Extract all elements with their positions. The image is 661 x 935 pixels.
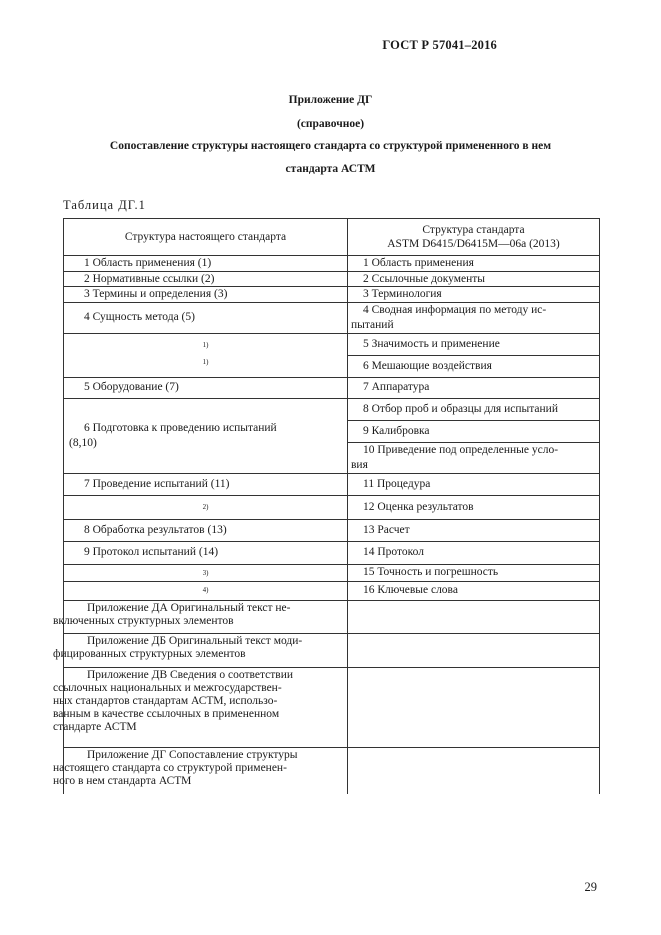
cell-right-line1: 4 Сводная информация по методу ис- (363, 304, 547, 316)
cell-left: 1 Область применения (1) (64, 256, 348, 272)
cell-right: 11 Процедура (348, 473, 600, 495)
cell-left: 7 Проведение испытаний (11) (64, 473, 348, 495)
table-row (64, 633, 600, 667)
cell-right: 14 Протокол (348, 541, 600, 564)
table-row (64, 377, 600, 398)
footnote-ref: 2) (64, 495, 348, 519)
table-row (64, 495, 600, 519)
cell-right-line1: 10 Приведение под определенные усло- (363, 444, 559, 456)
cell-right: 12 Оценка результатов (348, 495, 600, 519)
table-row (64, 398, 600, 420)
table-header-row (64, 219, 600, 256)
cell-left-line3: ного в нем стандарта АСТМ (53, 774, 192, 787)
col2-header-line2: ASTM D6415/D6415M—06a (2013) (387, 238, 560, 250)
table-row (64, 256, 600, 272)
cell-left-line5: стандарте АСТМ (53, 720, 137, 733)
cell-left: 4 Сущность метода (5) (64, 302, 348, 333)
cell-right: 5 Значимость и применение (348, 333, 600, 355)
appendix-type: (справочное) (296, 118, 365, 130)
cell-right: 2 Ссылочные документы (348, 271, 600, 287)
footnote-ref: 1) (64, 333, 348, 355)
cell-left: 5 Оборудование (7) (64, 377, 348, 398)
cell-right: 15 Точность и погрешность (348, 564, 600, 581)
cell-right-empty (348, 633, 600, 667)
appendix-title: Приложение ДГ (288, 94, 373, 106)
page-number: 29 (584, 880, 597, 894)
cell-right-empty (348, 600, 600, 633)
cell-left (53, 667, 348, 747)
table-row (64, 541, 600, 564)
cell-right (348, 442, 600, 473)
table-row (64, 600, 600, 633)
table-row (64, 473, 600, 495)
cell-left-line1: Приложение ДГ Сопоставление структуры (87, 748, 298, 761)
footnote-ref: 4) (64, 581, 348, 600)
cell-left (64, 398, 348, 473)
cell-right: 13 Расчет (348, 519, 600, 541)
cell-right: 16 Ключевые слова (348, 581, 600, 600)
cell-left-line2: фицированных структурных элементов (53, 647, 246, 660)
table-row (64, 302, 600, 333)
cell-left-line1: Приложение ДА Оригинальный текст не- (87, 601, 291, 614)
table-row (64, 333, 600, 355)
cell-right: 6 Мешающие воздействия (348, 355, 600, 377)
cell-left-line1: Приложение ДБ Оригинальный текст моди- (87, 634, 303, 647)
cell-right-line2: вия (351, 458, 368, 471)
cell-left-line1: 6 Подготовка к проведению испытаний (84, 422, 277, 434)
cell-left (53, 747, 348, 794)
structure-comparison-table (53, 218, 600, 794)
cell-left-line2: включенных структурных элементов (53, 614, 234, 627)
cell-right-empty (348, 747, 600, 794)
standard-code: ГОСТ Р 57041–2016 (382, 38, 497, 52)
table-row (64, 519, 600, 541)
cell-right-line2: пытаний (351, 318, 394, 331)
cell-right: 9 Калибровка (348, 420, 600, 442)
table-row (64, 581, 600, 600)
cell-right-empty (348, 667, 600, 747)
footnote-ref: 1) (64, 355, 348, 377)
cell-left: 8 Обработка результатов (13) (64, 519, 348, 541)
cell-right: 3 Терминология (348, 287, 600, 303)
cell-left-line1: Приложение ДВ Сведения о соответствии (87, 668, 294, 681)
table-row (64, 564, 600, 581)
cell-right: 7 Аппаратура (348, 377, 600, 398)
footnote-ref: 3) (64, 564, 348, 581)
cell-left: 3 Термины и определения (3) (64, 287, 348, 303)
appendix-heading-line1: Сопоставление структуры настоящего стандарта со структурой примененного в нем (109, 140, 552, 152)
col2-header-line1: Структура стандарта (422, 223, 525, 236)
cell-left-line4: ванным в качестве ссылочных в примененном (53, 707, 280, 720)
cell-left-line2: (8,10) (69, 436, 97, 449)
table-row (64, 667, 600, 747)
cell-left-line2: ссылочных национальных и межгосударствен- (53, 681, 282, 694)
table-row (64, 747, 600, 794)
table-row (64, 271, 600, 287)
cell-left-line3: ных стандартов стандартам АСТМ, использо- (53, 694, 278, 707)
cell-left: 2 Нормативные ссылки (2) (64, 271, 348, 287)
cell-left: 9 Протокол испытаний (14) (64, 541, 348, 564)
cell-right: 1 Область применения (348, 256, 600, 272)
appendix-heading-line2: стандарта АСТМ (285, 163, 376, 175)
col1-header: Структура настоящего стандарта (64, 219, 348, 256)
table-label: Таблица ДГ.1 (63, 198, 146, 212)
cell-right: 8 Отбор проб и образцы для испытаний (348, 398, 600, 420)
col2-header (348, 219, 600, 256)
cell-right (348, 302, 600, 333)
cell-left (53, 633, 348, 667)
cell-left (53, 600, 348, 633)
table-row (64, 355, 600, 377)
table-row (64, 287, 600, 303)
cell-left-line2: настоящего стандарта со структурой применен- (53, 761, 287, 774)
